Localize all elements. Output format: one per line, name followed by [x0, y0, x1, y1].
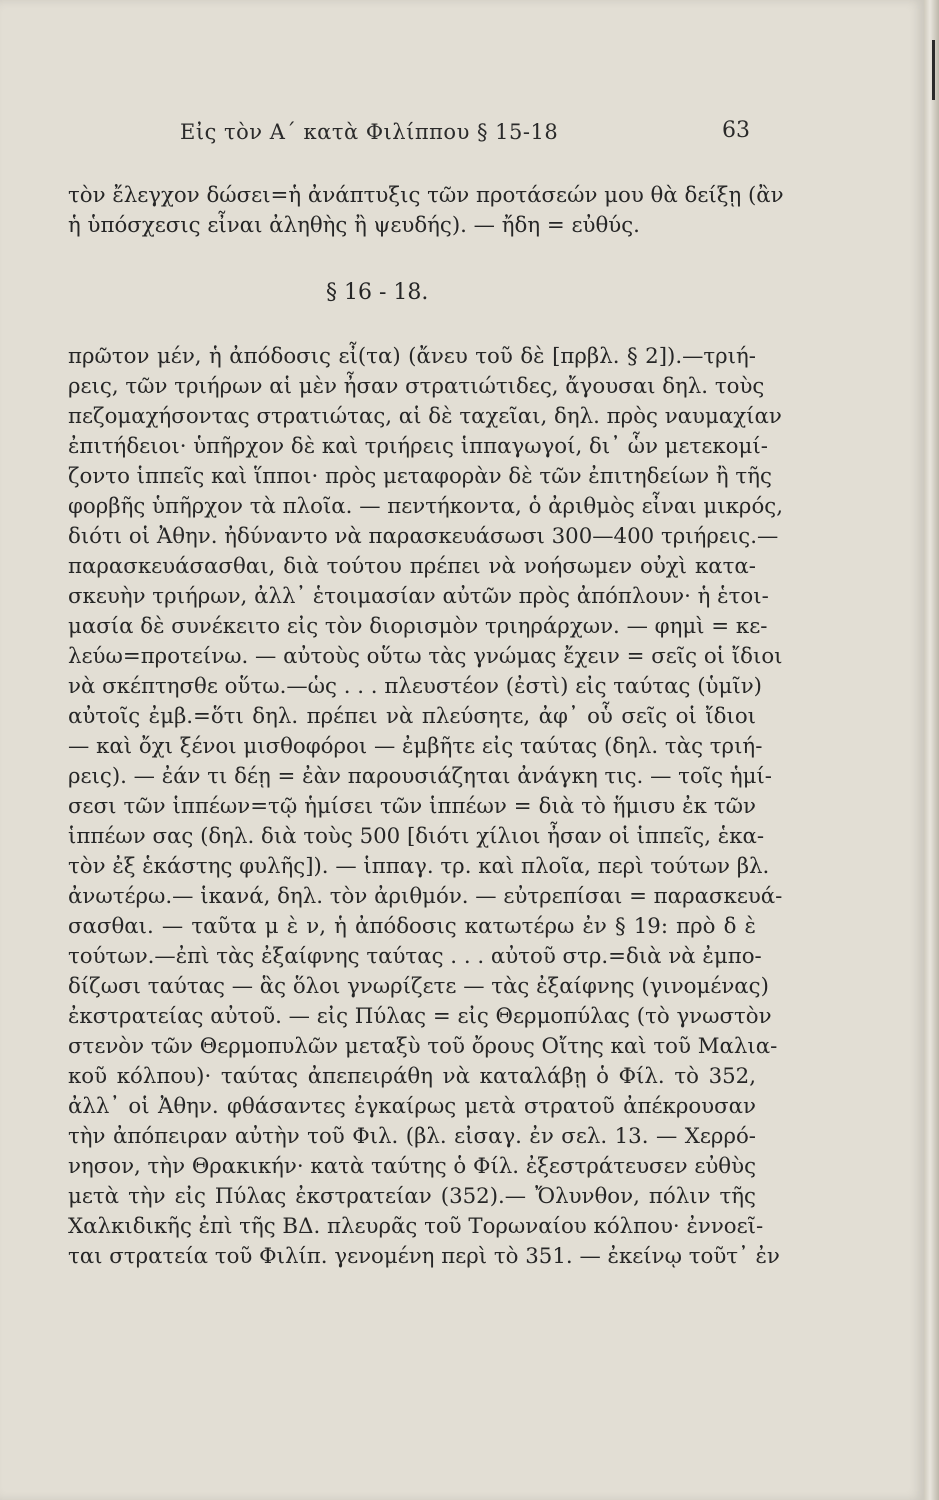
text-line: αὐτοῖς ἐμβ.=ὅτι δηλ. πρέπει νὰ πλεύσητε, ἀφ᾽ οὗ σεῖς οἱ ἴδιοι — [68, 704, 756, 729]
page-header — [80, 118, 750, 154]
text-line: τὴν ἀπόπειραν αὐτὴν τοῦ Φιλ. (βλ. εἰσαγ. ἐν σελ. 13. — Χερρό- — [68, 1124, 756, 1149]
page-edge-shadow — [932, 40, 935, 100]
text-line: ἐκστρατείας αὐτοῦ. — εἰς Πύλας = εἰς Θερμοπύλας (τὸ γνωστὸν — [68, 1004, 772, 1029]
text-line: παρασκευάσασθαι, διὰ τούτου πρέπει νὰ νοήσωμεν οὐχὶ κατα- — [68, 554, 756, 579]
text-line: νησον, τὴν Θρακικήν· κατὰ ταύτης ὁ Φίλ. ἐξεστράτευσεν εὐθὺς — [68, 1154, 756, 1179]
text-line: σασθαι. — ταῦτα μ ὲ ν, ἡ ἀπόδοσις κατωτέρω ἐν § 19: πρὸ δ ὲ — [68, 914, 756, 939]
text-line: Χαλκιδικῆς ἐπὶ τῆς ΒΔ. πλευρᾶς τοῦ Τορωναίου κόλπου· ἐννοεῖ- — [68, 1214, 764, 1239]
text-line: ἀλλ᾽ οἱ Ἀθην. φθάσαντες ἐγκαίρως μετὰ στρατοῦ ἀπέκρουσαν — [68, 1094, 756, 1119]
text-line: πρῶτον μέν, ἡ ἀπόδοσις εἶ(τα) (ἄνευ τοῦ δὲ [πρβλ. § 2]).—τριή- — [68, 344, 756, 369]
text-line: ἐπιτήδειοι· ὑπῆρχον δὲ καὶ τριήρεις ἱππαγωγοί, δι᾽ ὧν μετεκομί- — [68, 434, 768, 459]
intro-paragraph — [68, 181, 784, 241]
text-line: ζοντο ἱππεῖς καὶ ἵπποι· πρὸς μεταφορὰν δὲ τῶν ἐπιτηδείων ἢ τῆς — [68, 464, 772, 489]
text-line: πεζομαχήσοντας στρατιώτας, αἱ δὲ ταχεῖαι, δηλ. πρὸς ναυμαχίαν — [68, 404, 782, 429]
page-edge — [924, 0, 939, 1500]
text-line: διότι οἱ Ἀθην. ἠδύναντο νὰ παρασκευάσωσι 300—400 τριήρεις.— — [68, 524, 779, 549]
section-title: § 16 - 18. — [326, 280, 429, 305]
text-line: — καὶ ὄχι ξένοι μισθοφόροι — ἐμβῆτε εἰς ταύτας (δηλ. τὰς τριή- — [68, 734, 763, 759]
text-line: φορβῆς ὑπῆρχον τὰ πλοῖα. — πεντήκοντα, ὁ ἀριθμὸς εἶναι μικρός, — [68, 494, 783, 519]
text-line: μετὰ τὴν εἰς Πύλας ἐκστρατείαν (352).— Ὄλυνθον, πόλιν τῆς — [68, 1184, 756, 1209]
text-line: κοῦ κόλπου)· ταύτας ἀπεπειράθη νὰ καταλάβῃ ὁ Φίλ. τὸ 352, — [68, 1064, 756, 1089]
text-line: σεσι τῶν ἱππέων=τῷ ἡμίσει τῶν ἱππέων = διὰ τὸ ἥμισυ ἐκ τῶν — [68, 794, 756, 819]
running-title: Εἰς τὸν Α΄ κατὰ Φιλίππου § 15-18 — [180, 120, 559, 144]
text-line: ἡ ὑπόσχεσις εἶναι ἀληθὴς ἢ ψευδής). — ἤδη = εὐθύς. — [68, 213, 640, 238]
text-line: τούτων.—ἐπὶ τὰς ἐξαίφνης ταύτας . . . αὐτοῦ στρ.=διὰ νὰ ἐμπο- — [68, 944, 762, 969]
text-line: ρεις). — ἐάν τι δέῃ = ἐὰν παρουσιάζηται ἀνάγκη τις. — τοῖς ἡμί- — [68, 764, 772, 789]
text-line: τὸν ἐξ ἑκάστης φυλῆς]). — ἱππαγ. τρ. καὶ πλοῖα, περὶ τούτων βλ. — [68, 854, 770, 879]
text-line: στενὸν τῶν Θερμοπυλῶν μεταξὺ τοῦ ὄρους Οἴτης καὶ τοῦ Μαλια- — [68, 1034, 778, 1059]
text-line: ρεις, τῶν τριήρων αἱ μὲν ἦσαν στρατιώτιδες, ἄγουσαι δηλ. τοὺς — [68, 374, 765, 399]
text-line: μασία δὲ συνέκειτο εἰς τὸν διορισμὸν τριηράρχων. — φημὶ = κε- — [68, 614, 768, 639]
page-number: 63 — [722, 118, 750, 143]
text-line: ται στρατεία τοῦ Φιλίπ. γενομένη περὶ τὸ 351. — ἐκείνῳ τοῦτ᾽ ἐν — [68, 1244, 780, 1269]
text-line: δίζωσι ταύτας — ἃς ὅλοι γνωρίζετε — τὰς ἐξαίφνης (γινομένας) — [68, 974, 769, 999]
text-line: νὰ σκέπτησθε οὕτω.—ὡς . . . πλευστέον (ἐστὶ) εἰς ταύτας (ὑμῖν) — [68, 674, 762, 699]
text-line: ἱππέων σας (δηλ. διὰ τοὺς 500 [διότι χίλιοι ἦσαν οἱ ἱππεῖς, ἑκα- — [68, 824, 765, 849]
text-line: σκευὴν τριήρων, ἀλλ᾽ ἑτοιμασίαν αὐτῶν πρὸς ἀπόπλουν· ἡ ἑτοι- — [68, 584, 769, 609]
commentary-paragraph — [68, 342, 783, 1272]
text-line: λεύω=προτείνω. — αὐτοὺς οὕτω τὰς γνώμας ἔχειν = σεῖς οἱ ἴδιοι — [68, 644, 783, 669]
text-line: ἀνωτέρω.— ἱκανά, δηλ. τὸν ἀριθμόν. — εὐτρεπίσαι = παρασκευά- — [68, 884, 783, 909]
text-line: τὸν ἔλεγχον δώσει=ἡ ἀνάπτυξις τῶν προτάσεών μου θὰ δείξῃ (ἂν — [68, 183, 784, 208]
